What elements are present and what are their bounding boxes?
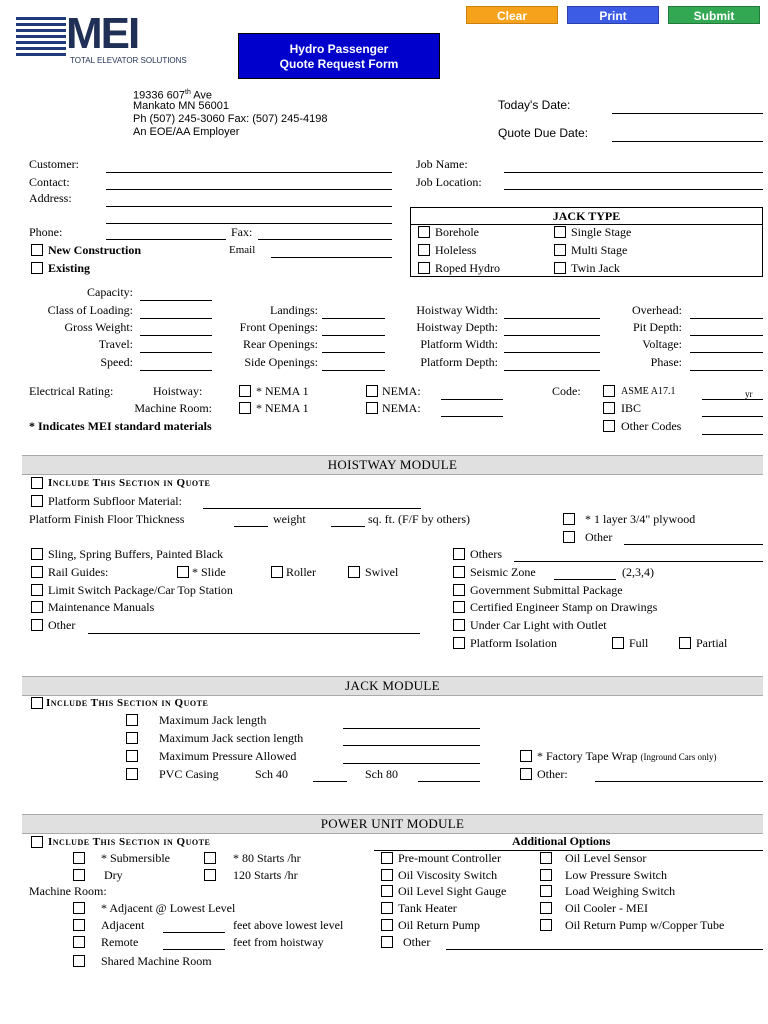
platform-width-label: Platform Width: bbox=[420, 337, 498, 351]
side-openings-field[interactable] bbox=[322, 370, 385, 371]
todays-date-label: Today's Date: bbox=[498, 98, 571, 112]
slide-label: * Slide bbox=[192, 565, 226, 579]
multi-stage-label: Multi Stage bbox=[571, 243, 628, 257]
overhead-field[interactable] bbox=[690, 318, 763, 319]
single-stage-label: Single Stage bbox=[571, 225, 632, 239]
low-pressure-checkbox[interactable] bbox=[540, 869, 552, 881]
capacity-field[interactable] bbox=[140, 300, 212, 301]
email-field[interactable] bbox=[271, 257, 392, 258]
other-codes-field[interactable] bbox=[702, 434, 763, 435]
max-pressure-checkbox[interactable] bbox=[126, 750, 138, 762]
sch40-field[interactable] bbox=[313, 781, 347, 782]
max-section-length-checkbox[interactable] bbox=[126, 732, 138, 744]
street-number: 19336 607 bbox=[133, 89, 185, 102]
hoistway-width-label: Hoistway Width: bbox=[416, 303, 498, 317]
viscosity-checkbox[interactable] bbox=[381, 869, 393, 881]
logo-stripes-icon bbox=[16, 16, 68, 66]
job-location-label: Job Location: bbox=[416, 175, 482, 189]
isolation-full-checkbox[interactable] bbox=[612, 637, 624, 649]
subfloor-other-label: Other bbox=[585, 530, 613, 544]
form-title-line1: Hydro Passenger bbox=[289, 42, 389, 56]
power-other-checkbox[interactable] bbox=[381, 936, 393, 948]
power-other-field[interactable] bbox=[446, 949, 763, 950]
seismic-field[interactable] bbox=[554, 579, 616, 580]
job-name-field[interactable] bbox=[504, 172, 763, 173]
max-jack-length-field[interactable] bbox=[343, 728, 480, 729]
level-sensor-checkbox[interactable] bbox=[540, 852, 552, 864]
plywood-label: * 1 layer 3/4" plywood bbox=[585, 512, 696, 526]
contact-label: Contact: bbox=[29, 175, 70, 189]
submersible-checkbox[interactable] bbox=[73, 852, 85, 864]
logo bbox=[16, 9, 216, 66]
print-button[interactable]: Print bbox=[567, 6, 659, 24]
other-codes-label: Other Codes bbox=[621, 419, 682, 433]
borehole-checkbox[interactable] bbox=[418, 226, 430, 238]
phone-field[interactable] bbox=[106, 239, 226, 240]
rail-guides-checkbox[interactable] bbox=[31, 566, 43, 578]
hoistway-nema1-label: * NEMA 1 bbox=[256, 384, 309, 398]
hoistway-width-field[interactable] bbox=[504, 318, 600, 319]
address-city: Mankato MN 56001 bbox=[133, 100, 229, 112]
address-phone: Ph (507) 245-3060 Fax: (507) 245-4198 bbox=[133, 113, 328, 125]
borehole-label: Borehole bbox=[435, 225, 479, 239]
hoistway-depth-label: Hoistway Depth: bbox=[416, 320, 498, 334]
twin-jack-checkbox[interactable] bbox=[554, 262, 566, 274]
platform-width-field[interactable] bbox=[504, 352, 600, 353]
form-title-line2: Quote Request Form bbox=[279, 57, 399, 71]
sqft-label: sq. ft. (F/F by others) bbox=[368, 512, 470, 526]
phase-field[interactable] bbox=[690, 370, 763, 371]
swivel-label: Swivel bbox=[365, 565, 399, 579]
subfloor-checkbox[interactable] bbox=[31, 495, 43, 507]
jack-other-checkbox[interactable] bbox=[520, 768, 532, 780]
feet-from-label: feet from hoistway bbox=[233, 935, 324, 949]
sling-label: Sling, Spring Buffers, Painted Black bbox=[48, 547, 224, 561]
form-title-box bbox=[238, 33, 440, 79]
power-module-header: POWER UNIT MODULE bbox=[22, 814, 763, 834]
weight-field[interactable] bbox=[331, 526, 365, 527]
quote-due-field[interactable] bbox=[612, 141, 763, 142]
weight-label: weight bbox=[273, 512, 306, 526]
single-stage-checkbox[interactable] bbox=[554, 226, 566, 238]
limit-switch-label: Limit Switch Package/Car Top Station bbox=[48, 583, 233, 597]
subfloor-field[interactable] bbox=[203, 508, 421, 509]
additional-options-title: Additional Options bbox=[512, 834, 611, 848]
travel-field[interactable] bbox=[140, 352, 212, 353]
phase-label: Phase: bbox=[650, 355, 682, 369]
pvc-casing-label: PVC Casing bbox=[159, 767, 219, 781]
holeless-checkbox[interactable] bbox=[418, 244, 430, 256]
new-construction-label: New Construction bbox=[48, 243, 141, 257]
engineer-stamp-label: Certified Engineer Stamp on Drawings bbox=[470, 600, 658, 614]
multi-stage-checkbox[interactable] bbox=[554, 244, 566, 256]
front-openings-label: Front Openings: bbox=[239, 320, 318, 334]
landings-label: Landings: bbox=[270, 303, 318, 317]
job-name-label: Job Name: bbox=[416, 157, 468, 171]
max-jack-length-label: Maximum Jack length bbox=[159, 713, 267, 727]
new-construction-checkbox[interactable] bbox=[31, 244, 43, 256]
tape-wrap-label bbox=[537, 749, 717, 764]
subfloor-label: Platform Subfloor Material: bbox=[48, 494, 182, 508]
address-eoe: An EOE/AA Employer bbox=[133, 126, 240, 138]
premount-checkbox[interactable] bbox=[381, 852, 393, 864]
customer-label: Customer: bbox=[29, 157, 79, 171]
roller-label: Roller bbox=[286, 565, 316, 579]
feet-above-label: feet above lowest level bbox=[233, 918, 344, 932]
rear-openings-label: Rear Openings: bbox=[243, 337, 318, 351]
subfloor-other-checkbox[interactable] bbox=[563, 531, 575, 543]
adjacent-lowest-label: * Adjacent @ Lowest Level bbox=[101, 901, 236, 915]
travel-label: Travel: bbox=[98, 337, 133, 351]
max-pressure-field[interactable] bbox=[343, 763, 480, 764]
seismic-checkbox[interactable] bbox=[453, 566, 465, 578]
power-other-label: Other bbox=[403, 935, 431, 949]
logo-tagline: TOTAL ELEVATOR SOLUTIONS bbox=[70, 56, 187, 65]
tank-heater-checkbox[interactable] bbox=[381, 902, 393, 914]
capacity-label: Capacity: bbox=[87, 285, 133, 299]
tape-wrap-text: * Factory Tape Wrap bbox=[537, 749, 638, 763]
address-label: Address: bbox=[29, 191, 72, 205]
contact-field[interactable] bbox=[106, 189, 392, 190]
machine-nema1-label: * NEMA 1 bbox=[256, 401, 309, 415]
machine-nema-checkbox[interactable] bbox=[366, 402, 378, 414]
existing-label: Existing bbox=[48, 261, 91, 275]
logo-name: MEI bbox=[66, 9, 139, 58]
asme-checkbox[interactable] bbox=[603, 385, 615, 397]
front-openings-field[interactable] bbox=[322, 335, 385, 336]
street-suffix: th bbox=[185, 89, 191, 96]
sling-checkbox[interactable] bbox=[31, 548, 43, 560]
electrical-rating-label: Electrical Rating: bbox=[29, 384, 114, 398]
speed-field[interactable] bbox=[140, 370, 212, 371]
adjacent-label: Adjacent bbox=[101, 918, 145, 932]
overhead-label: Overhead: bbox=[632, 303, 682, 317]
car-light-checkbox[interactable] bbox=[453, 619, 465, 631]
tape-wrap-checkbox[interactable] bbox=[520, 750, 532, 762]
max-section-length-field[interactable] bbox=[343, 745, 480, 746]
hoistway-other-checkbox[interactable] bbox=[31, 619, 43, 631]
submersible-label: * Submersible bbox=[101, 851, 170, 865]
quote-due-label: Quote Due Date: bbox=[498, 126, 589, 140]
return-pump-checkbox[interactable] bbox=[381, 919, 393, 931]
max-section-length-label: Maximum Jack section length bbox=[159, 731, 304, 745]
sight-gauge-checkbox[interactable] bbox=[381, 885, 393, 897]
address-field-1[interactable] bbox=[106, 206, 392, 207]
shared-room-label: Shared Machine Room bbox=[101, 954, 212, 968]
gross-weight-field[interactable] bbox=[140, 335, 212, 336]
hoistway-include-label: Include This Section in Quote bbox=[48, 477, 211, 489]
slide-checkbox[interactable] bbox=[177, 566, 189, 578]
return-pump-label: Oil Return Pump bbox=[398, 918, 481, 932]
jack-include-label: Include This Section in Quote bbox=[46, 697, 209, 709]
starts120-label: 120 Starts /hr bbox=[233, 868, 298, 882]
jack-other-label: Other: bbox=[537, 767, 568, 781]
code-label: Code: bbox=[552, 384, 581, 398]
finish-floor-label: Platform Finish Floor Thickness bbox=[29, 512, 185, 526]
clear-button[interactable]: Clear bbox=[466, 6, 558, 24]
tank-heater-label: Tank Heater bbox=[398, 901, 457, 915]
sch80-label: Sch 80 bbox=[365, 767, 398, 781]
swivel-checkbox[interactable] bbox=[348, 566, 360, 578]
max-jack-length-checkbox[interactable] bbox=[126, 714, 138, 726]
roped-hydro-label: Roped Hydro bbox=[435, 261, 500, 275]
voltage-field[interactable] bbox=[690, 352, 763, 353]
sight-gauge-label: Oil Level Sight Gauge bbox=[398, 884, 507, 898]
starts80-checkbox[interactable] bbox=[204, 852, 216, 864]
other-codes-checkbox[interactable] bbox=[603, 420, 615, 432]
isolation-partial-checkbox[interactable] bbox=[679, 637, 691, 649]
jack-include-checkbox[interactable] bbox=[31, 697, 43, 709]
hoistway-nema1-checkbox[interactable] bbox=[239, 385, 251, 397]
elec-hoistway-label: Hoistway: bbox=[153, 384, 203, 398]
street-name: Ave bbox=[190, 89, 213, 102]
twin-jack-label: Twin Jack bbox=[571, 261, 620, 275]
hoistway-module-header: HOISTWAY MODULE bbox=[22, 455, 763, 475]
sch80-field[interactable] bbox=[418, 781, 480, 782]
shared-room-checkbox[interactable] bbox=[73, 955, 85, 967]
machine-nema-field[interactable] bbox=[441, 416, 503, 417]
roped-hydro-checkbox[interactable] bbox=[418, 262, 430, 274]
pit-depth-field[interactable] bbox=[690, 335, 763, 336]
power-include-label: Include This Section in Quote bbox=[48, 836, 211, 848]
remote-feet-field[interactable] bbox=[163, 949, 225, 950]
adjacent-checkbox[interactable] bbox=[73, 919, 85, 931]
adjacent-feet-field[interactable] bbox=[163, 932, 225, 933]
jack-other-field[interactable] bbox=[595, 781, 763, 782]
hoistway-depth-field[interactable] bbox=[504, 335, 600, 336]
premount-label: Pre-mount Controller bbox=[398, 851, 501, 865]
email-label: Email bbox=[229, 244, 256, 256]
gross-weight-label: Gross Weight: bbox=[64, 320, 133, 334]
gov-submittal-checkbox[interactable] bbox=[453, 584, 465, 596]
load-weighing-checkbox[interactable] bbox=[540, 885, 552, 897]
customer-field[interactable] bbox=[106, 172, 392, 173]
machine-room-label: Machine Room: bbox=[29, 884, 107, 898]
return-copper-label: Oil Return Pump w/Copper Tube bbox=[565, 918, 725, 932]
others-label: Others bbox=[470, 547, 502, 561]
platform-depth-field[interactable] bbox=[504, 370, 600, 371]
asme-yr-label: yr bbox=[745, 389, 753, 399]
ibc-field[interactable] bbox=[702, 416, 763, 417]
seismic-label: Seismic Zone bbox=[470, 565, 536, 579]
existing-checkbox[interactable] bbox=[31, 262, 43, 274]
remote-label: Remote bbox=[101, 935, 139, 949]
platform-isolation-checkbox[interactable] bbox=[453, 637, 465, 649]
voltage-label: Voltage: bbox=[642, 337, 682, 351]
return-copper-checkbox[interactable] bbox=[540, 919, 552, 931]
sch40-label: Sch 40 bbox=[255, 767, 288, 781]
roller-checkbox[interactable] bbox=[271, 566, 283, 578]
adjacent-lowest-checkbox[interactable] bbox=[73, 902, 85, 914]
starts120-checkbox[interactable] bbox=[204, 869, 216, 881]
manuals-checkbox[interactable] bbox=[31, 601, 43, 613]
max-pressure-label: Maximum Pressure Allowed bbox=[159, 749, 297, 763]
asme-year-field[interactable] bbox=[702, 399, 763, 400]
class-loading-field[interactable] bbox=[140, 318, 212, 319]
submit-button[interactable]: Submit bbox=[668, 6, 760, 24]
address-field-2[interactable] bbox=[106, 223, 392, 224]
ibc-checkbox[interactable] bbox=[603, 402, 615, 414]
ibc-label: IBC bbox=[621, 401, 642, 415]
others-field[interactable] bbox=[514, 561, 763, 562]
others-checkbox[interactable] bbox=[453, 548, 465, 560]
rear-openings-field[interactable] bbox=[322, 352, 385, 353]
platform-depth-label: Platform Depth: bbox=[420, 355, 498, 369]
seismic-zones-label: (2,3,4) bbox=[622, 565, 654, 579]
landings-field[interactable] bbox=[322, 318, 385, 319]
plywood-checkbox[interactable] bbox=[563, 513, 575, 525]
viscosity-label: Oil Viscosity Switch bbox=[398, 868, 498, 882]
standard-materials-note: * Indicates MEI standard materials bbox=[29, 419, 212, 433]
remote-checkbox[interactable] bbox=[73, 936, 85, 948]
machine-nema-label: NEMA: bbox=[382, 401, 421, 415]
subfloor-other-field[interactable] bbox=[624, 544, 763, 545]
hoistway-nema-checkbox[interactable] bbox=[366, 385, 378, 397]
elec-machine-room-label: Machine Room: bbox=[134, 401, 212, 415]
asme-label: ASME A17.1 bbox=[621, 386, 676, 397]
level-sensor-label: Oil Level Sensor bbox=[565, 851, 647, 865]
manuals-label: Maintenance Manuals bbox=[48, 600, 155, 614]
speed-label: Speed: bbox=[100, 355, 133, 369]
pvc-casing-checkbox[interactable] bbox=[126, 768, 138, 780]
phone-label: Phone: bbox=[29, 225, 63, 239]
hoistway-other-field[interactable] bbox=[88, 633, 420, 634]
hoistway-nema-label: NEMA: bbox=[382, 384, 421, 398]
rail-guides-label: Rail Guides: bbox=[48, 565, 109, 579]
car-light-label: Under Car Light with Outlet bbox=[470, 618, 607, 632]
pit-depth-label: Pit Depth: bbox=[632, 320, 682, 334]
todays-date-field[interactable] bbox=[612, 113, 763, 114]
side-openings-label: Side Openings: bbox=[244, 355, 318, 369]
job-location-field[interactable] bbox=[504, 189, 763, 190]
starts80-label: * 80 Starts /hr bbox=[233, 851, 301, 865]
isolation-full-label: Full bbox=[629, 636, 649, 650]
load-weighing-label: Load Weighing Switch bbox=[565, 884, 676, 898]
jack-module-header: JACK MODULE bbox=[22, 676, 763, 696]
oil-cooler-checkbox[interactable] bbox=[540, 902, 552, 914]
finish-thickness-field[interactable] bbox=[234, 526, 268, 527]
machine-nema1-checkbox[interactable] bbox=[239, 402, 251, 414]
isolation-partial-label: Partial bbox=[696, 636, 728, 650]
hoistway-other-label: Other bbox=[48, 618, 76, 632]
tape-wrap-note: (Inground Cars only) bbox=[640, 752, 717, 762]
fax-field[interactable] bbox=[258, 239, 392, 240]
low-pressure-label: Low Pressure Switch bbox=[565, 868, 667, 882]
dry-checkbox[interactable] bbox=[73, 869, 85, 881]
gov-submittal-label: Government Submittal Package bbox=[470, 583, 623, 597]
engineer-stamp-checkbox[interactable] bbox=[453, 601, 465, 613]
hoistway-nema-field[interactable] bbox=[441, 399, 503, 400]
platform-isolation-label: Platform Isolation bbox=[470, 636, 557, 650]
holeless-label: Holeless bbox=[435, 243, 477, 257]
oil-cooler-label: Oil Cooler - MEI bbox=[565, 901, 648, 915]
jack-type-title: JACK TYPE bbox=[552, 209, 621, 223]
power-include-checkbox[interactable] bbox=[31, 836, 43, 848]
class-loading-label: Class of Loading: bbox=[47, 303, 133, 317]
hoistway-include-checkbox[interactable] bbox=[31, 477, 43, 489]
fax-label: Fax: bbox=[231, 225, 253, 239]
dry-label: Dry bbox=[104, 868, 123, 882]
limit-switch-checkbox[interactable] bbox=[31, 584, 43, 596]
